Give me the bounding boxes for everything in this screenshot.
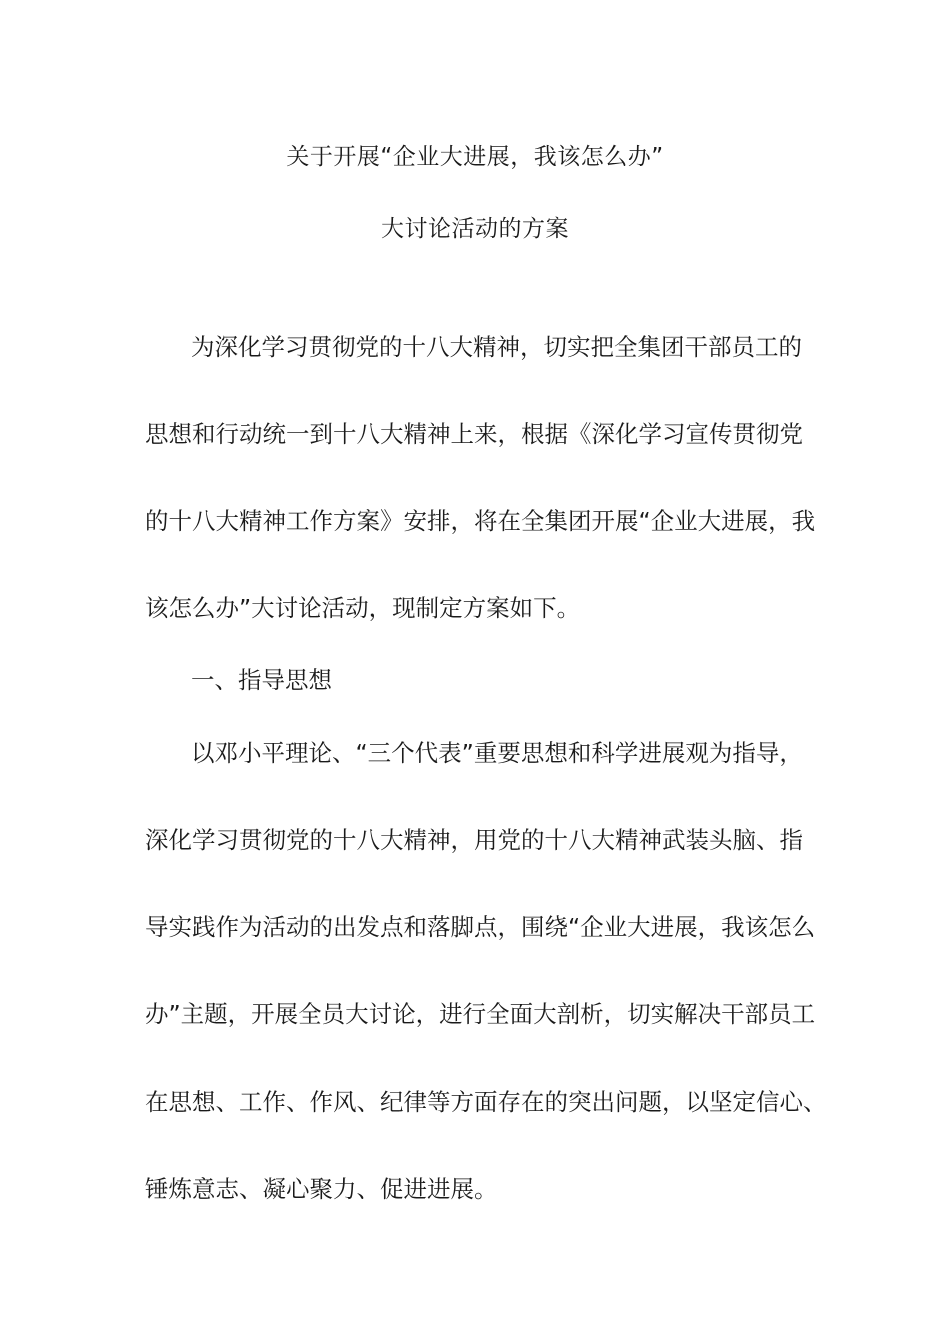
paragraph-2-line-4: 办”主题，开展全员大讨论，进行全面大剖析，切实解决干部员工 — [145, 1000, 816, 1028]
paragraph-2-line-5: 在思想、工作、作风、纪律等方面存在的突出问题，以坚定信心、 — [145, 1088, 827, 1116]
document-title-line-2: 大讨论活动的方案 — [381, 216, 569, 242]
section-1-heading: 一、指导思想 — [191, 666, 332, 694]
paragraph-2-line-3: 导实践作为活动的出发点和落脚点，围绕“企业大进展，我该怎么 — [145, 913, 816, 941]
document-title-line-1: 关于开展“企业大进展，我该怎么办” — [286, 144, 664, 170]
paragraph-1-line-1: 为深化学习贯彻党的十八大精神，切实把全集团干部员工的 — [191, 333, 802, 361]
paragraph-1-line-3: 的十八大精神工作方案》安排，将在全集团开展“企业大进展，我 — [145, 507, 816, 535]
paragraph-2-line-1: 以邓小平理论、“三个代表”重要思想和科学进展观为指导， — [191, 739, 803, 767]
paragraph-2-line-2: 深化学习贯彻党的十八大精神，用党的十八大精神武装头脑、指 — [145, 826, 803, 854]
paragraph-1-line-4: 该怎么办”大讨论活动，现制定方案如下。 — [145, 594, 581, 622]
paragraph-1-line-2: 思想和行动统一到十八大精神上来，根据《深化学习宣传贯彻党 — [145, 420, 803, 448]
paragraph-2-line-6: 锤炼意志、凝心聚力、促进进展。 — [145, 1175, 498, 1203]
